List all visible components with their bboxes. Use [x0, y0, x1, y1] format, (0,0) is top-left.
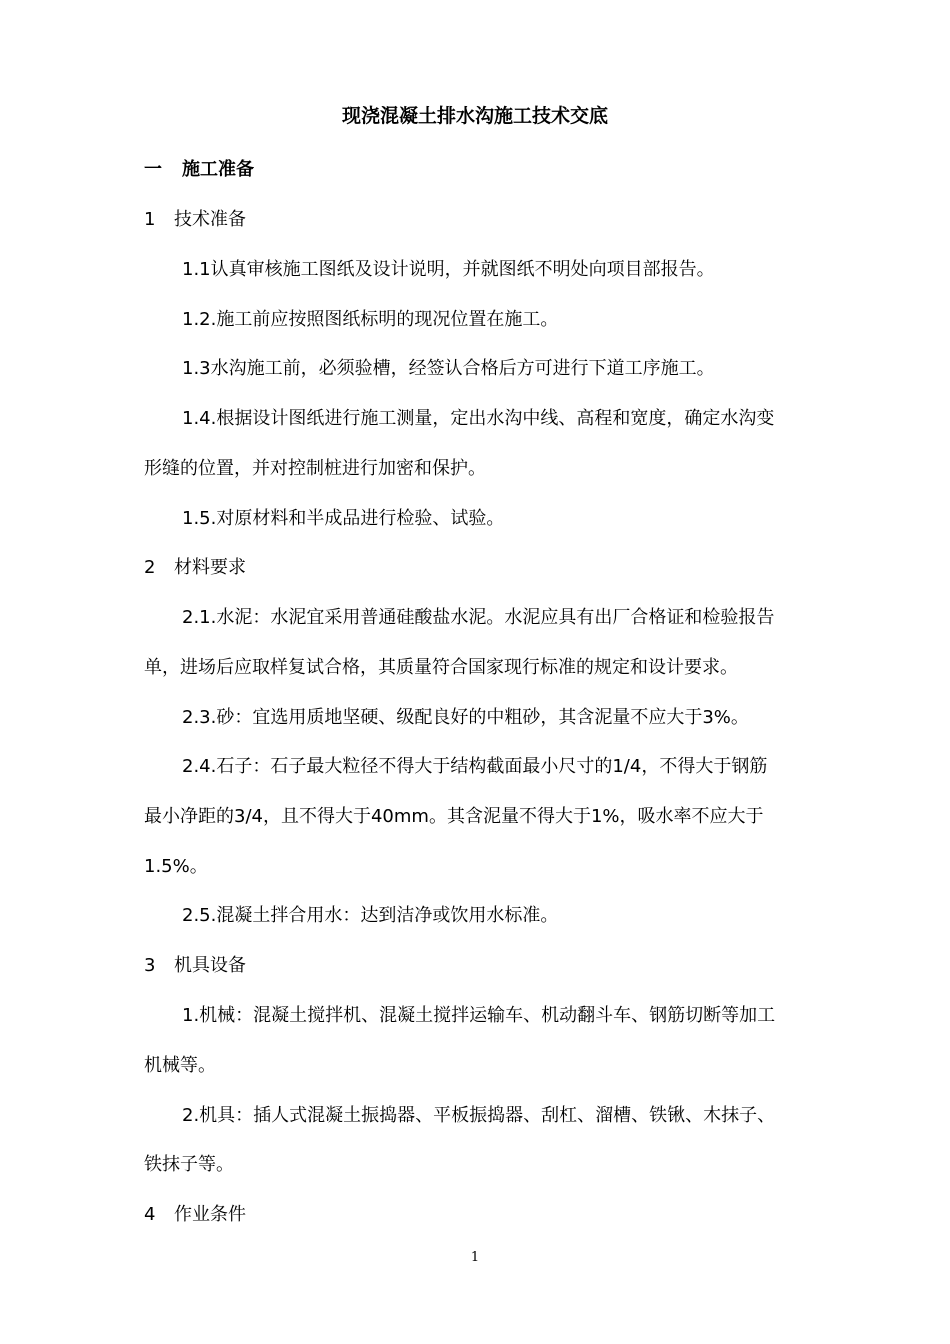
paragraph-1-5: 1.5.对原材料和半成品进行检验、试验。	[182, 508, 505, 529]
paragraph-2-1-line-1: 2.1.水泥：水泥宜采用普通硅酸盐水泥。水泥应具有出厂合格证和检验报告	[182, 607, 775, 628]
subsection-title: 材料要求	[174, 557, 246, 578]
subsection-heading-4	[144, 1199, 814, 1231]
subsection-title: 技术准备	[174, 209, 246, 230]
subsection-title: 作业条件	[174, 1204, 246, 1225]
paragraph-3-2-line-2: 铁抹子等。	[144, 1154, 234, 1175]
paragraph-2-3: 2.3.砂：宜选用质地坚硬、级配良好的中粗砂，其含泥量不应大于3%。	[182, 707, 749, 728]
document-title: 现浇混凝土排水沟施工技术交底	[341, 105, 608, 127]
paragraph-2-1-line-2: 单，进场后应取样复试合格，其质量符合国家现行标准的规定和设计要求。	[144, 657, 738, 678]
paragraph-1-4-line-1: 1.4.根据设计图纸进行施工测量，定出水沟中线、高程和宽度，确定水沟变	[182, 408, 775, 429]
subsection-number: 4	[144, 1204, 156, 1225]
paragraph-1-4-line-2: 形缝的位置，并对控制桩进行加密和保护。	[144, 458, 486, 479]
subsection-heading-2	[144, 552, 814, 584]
subsection-number: 1	[144, 209, 156, 230]
subsection-heading-3	[144, 950, 814, 982]
paragraph-3-1-line-1: 1.机械：混凝土搅拌机、混凝土搅拌运输车、机动翻斗车、钢筋切断等加工	[182, 1005, 776, 1026]
subsection-heading-1	[144, 204, 814, 236]
paragraph-1-2: 1.2.施工前应按照图纸标明的现况位置在施工。	[182, 309, 559, 330]
section-heading-1	[144, 154, 814, 186]
paragraph-1-3: 1.3水沟施工前，必须验槽，经签认合格后方可进行下道工序施工。	[182, 358, 715, 379]
subsection-number: 2	[144, 557, 156, 578]
subsection-number: 3	[144, 955, 156, 976]
subsection-title: 机具设备	[174, 955, 246, 976]
section-title: 施工准备	[182, 159, 254, 180]
paragraph-3-2-line-1: 2.机具：插人式混凝土振捣器、平板振捣器、刮杠、溜槽、铁锹、木抹子、	[182, 1105, 776, 1126]
paragraph-2-4-line-2: 最小净距的3/4，且不得大于40mm。其含泥量不得大于1%，吸水率不应大于	[144, 806, 764, 827]
paragraph-2-4-line-1: 2.4.石子：石子最大粒径不得大于结构截面最小尺寸的1/4，不得大于钢筋	[182, 756, 768, 777]
paragraph-2-5: 2.5.混凝土拌合用水：达到洁净或饮用水标准。	[182, 905, 559, 926]
page-number: 1	[470, 1250, 480, 1265]
paragraph-3-1-line-2: 机械等。	[144, 1055, 216, 1076]
paragraph-2-4-line-3: 1.5%。	[144, 856, 208, 877]
section-number: 一	[144, 159, 162, 180]
paragraph-1-1: 1.1认真审核施工图纸及设计说明，并就图纸不明处向项目部报告。	[182, 259, 715, 280]
